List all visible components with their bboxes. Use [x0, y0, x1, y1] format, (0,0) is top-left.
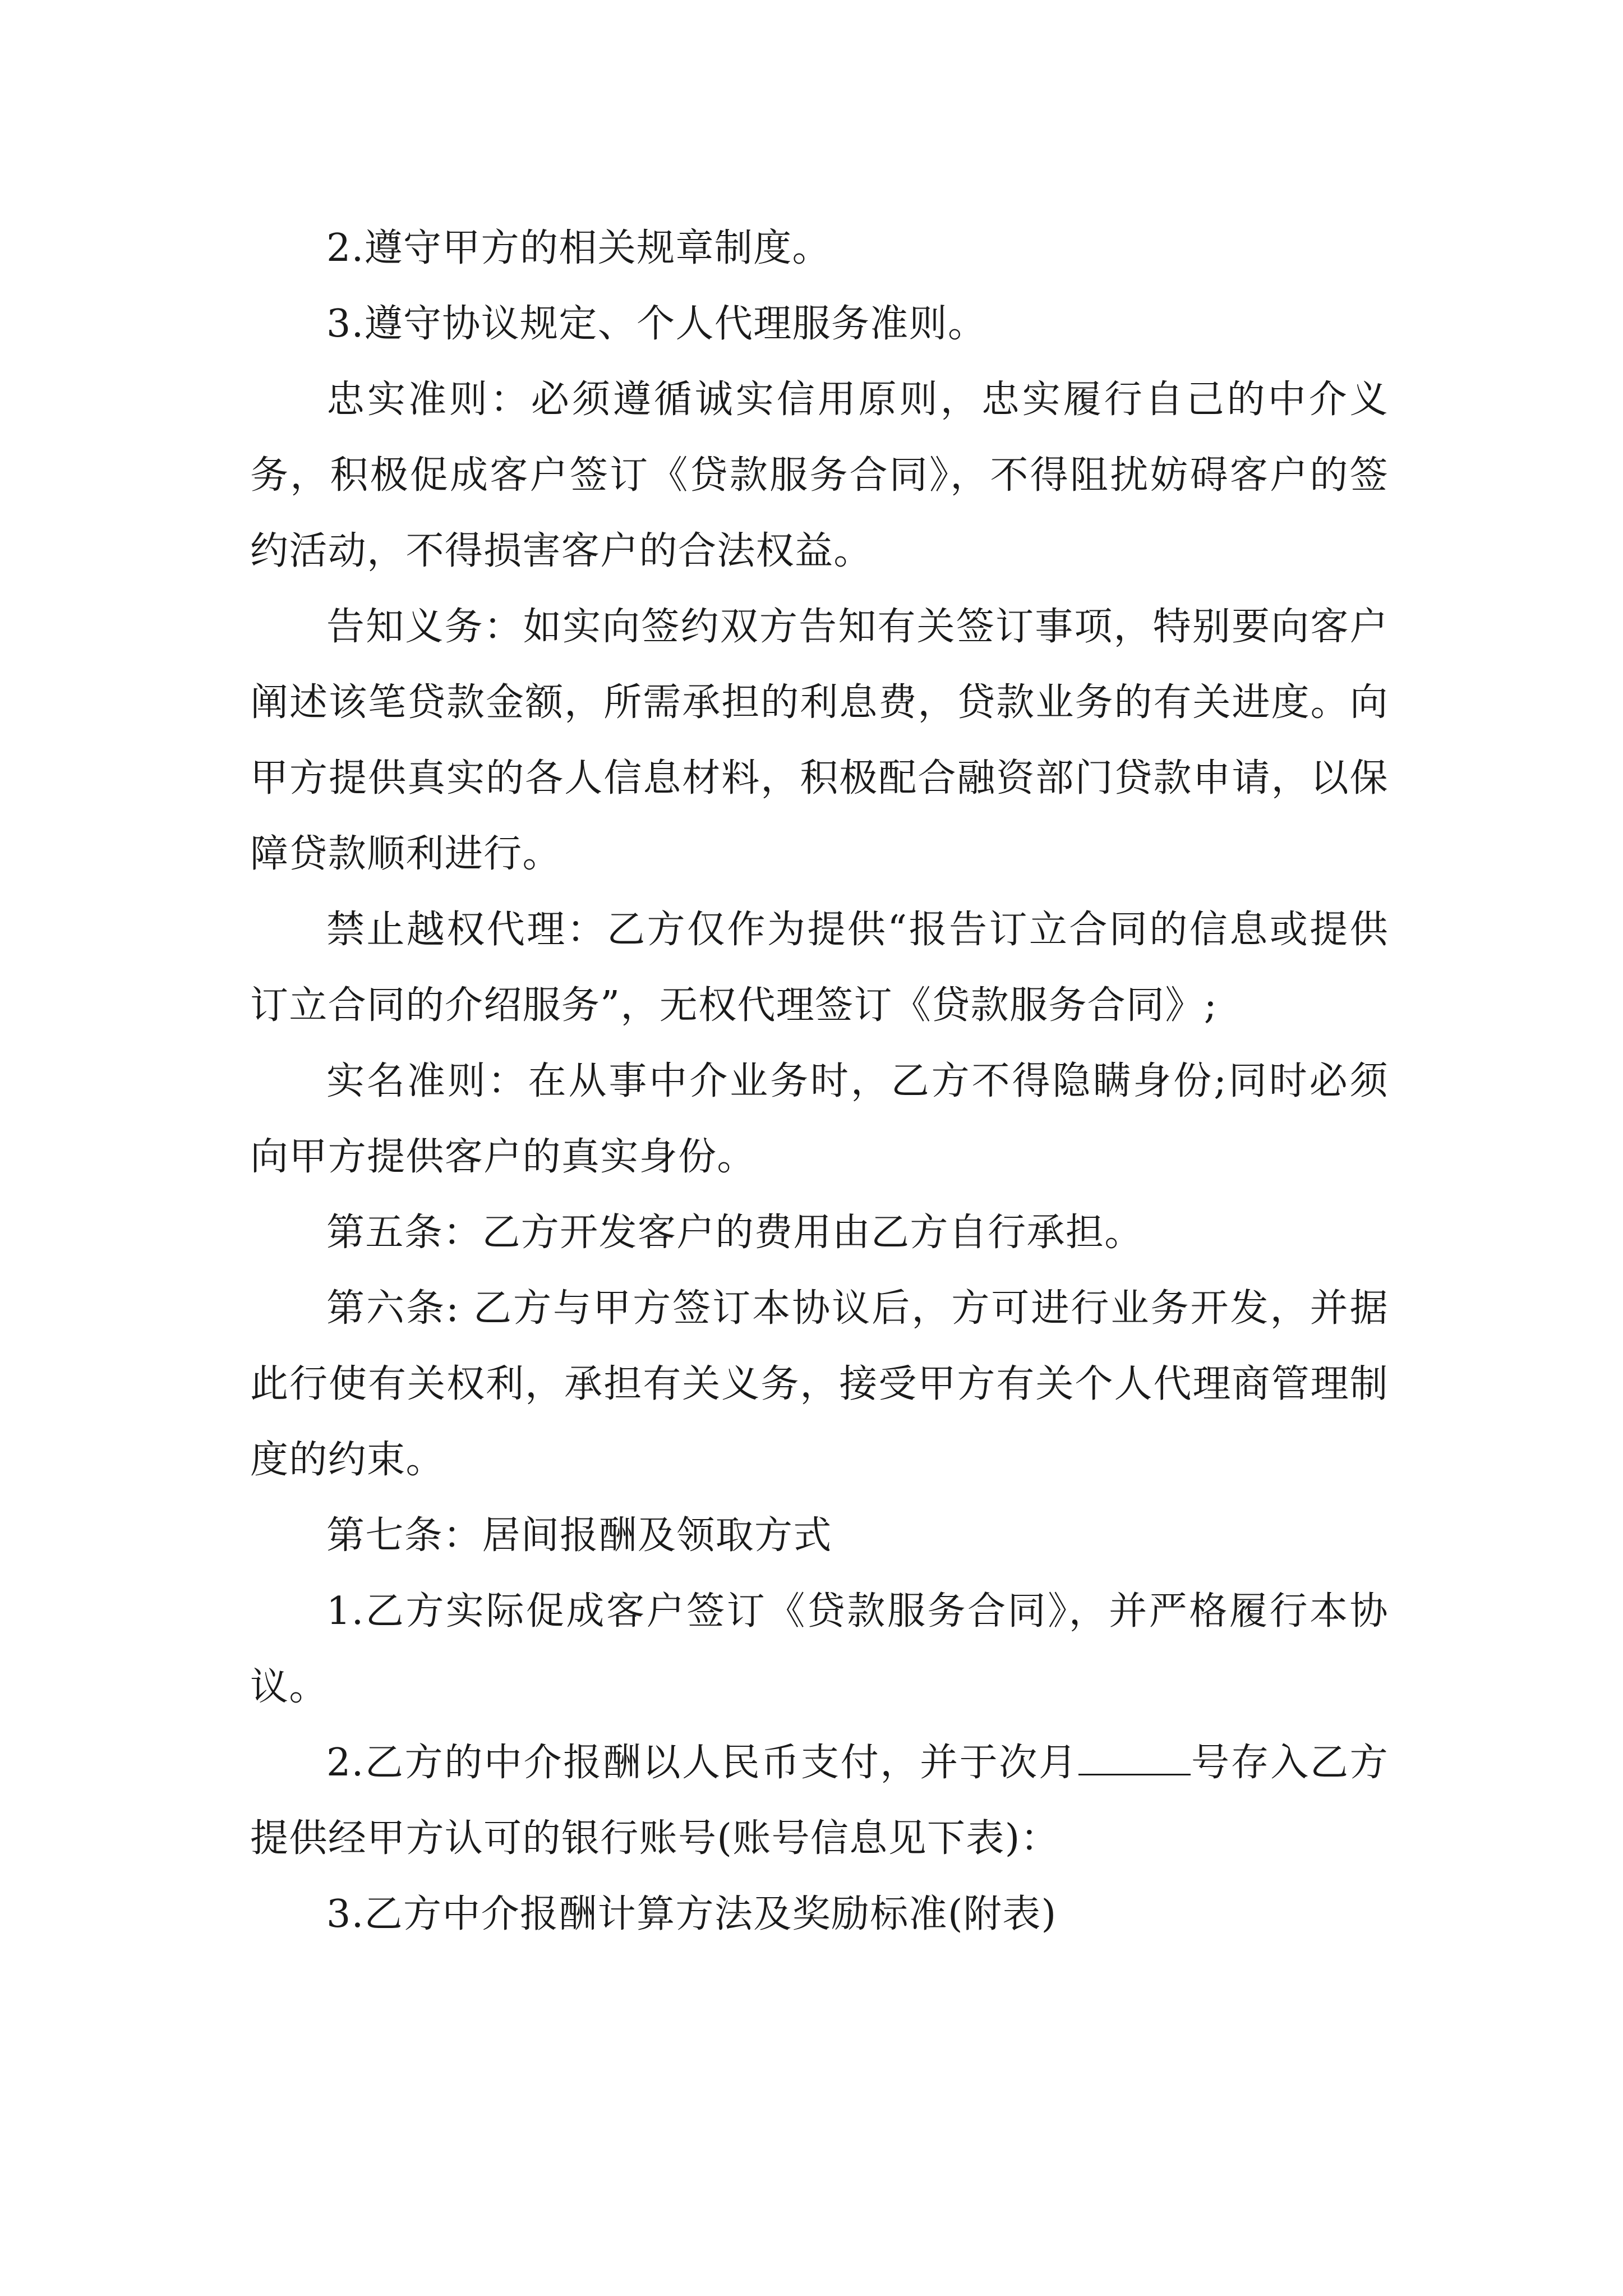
clause-paragraph: 禁止越权代理：乙方仅作为提供“报告订立合同的信息或提供订立合同的介绍服务”，无权代理签订《贷款服务合同》;	[250, 908, 1389, 1028]
clause-paragraph: 3.遵守协议规定、个人代理服务准则。	[326, 302, 987, 346]
clause-paragraph: 2.遵守甲方的相关规章制度。	[326, 226, 831, 270]
clause-paragraph: 第五条：乙方开发客户的费用由乙方自行承担。	[326, 1211, 1144, 1255]
document-body	[250, 210, 1389, 1952]
clause-paragraph: 实名准则：在从事中介业务时，乙方不得隐瞒身份;同时必须向甲方提供客户的真实身份。	[250, 1059, 1389, 1179]
clause-paragraph: 第六条: 乙方与甲方签订本协议后，方可进行业务开发，并据此行使有关权利，承担有关义务，接受甲方有关个人代理商管理制度的约束。	[250, 1286, 1389, 1482]
clause-paragraph: 1.乙方实际促成客户签订《贷款服务合同》，并严格履行本协议。	[250, 1589, 1389, 1709]
payment-clause-paragraph	[250, 1725, 1389, 1876]
payment-clause-text-after: 号存入乙方提供经甲方认可的银行账号(账号信息见下表)：	[250, 1741, 1389, 1861]
clause-paragraph: 告知义务：如实向签约双方告知有关签订事项，特别要向客户阐述该笔贷款金额，所需承担的利息费，贷款业务的有关进度。向甲方提供真实的各人信息材料，积极配合融资部门贷款申请，以保障贷款顺利进行。	[250, 605, 1389, 876]
clause-heading: 第七条：居间报酬及领取方式	[326, 1513, 832, 1558]
clause-paragraph: 3.乙方中介报酬计算方法及奖励标准(附表)	[326, 1892, 1057, 1936]
clause-paragraph: 忠实准则：必须遵循诚实信用原则，忠实履行自己的中介义务，积极促成客户签订《贷款服务合同》，不得阻扰妨碍客户的签约活动，不得损害客户的合法权益。	[250, 378, 1389, 573]
payment-day-blank	[1078, 1741, 1191, 1775]
payment-clause-text-before: 2.乙方的中介报酬以人民币支付，并于次月	[326, 1741, 1078, 1785]
